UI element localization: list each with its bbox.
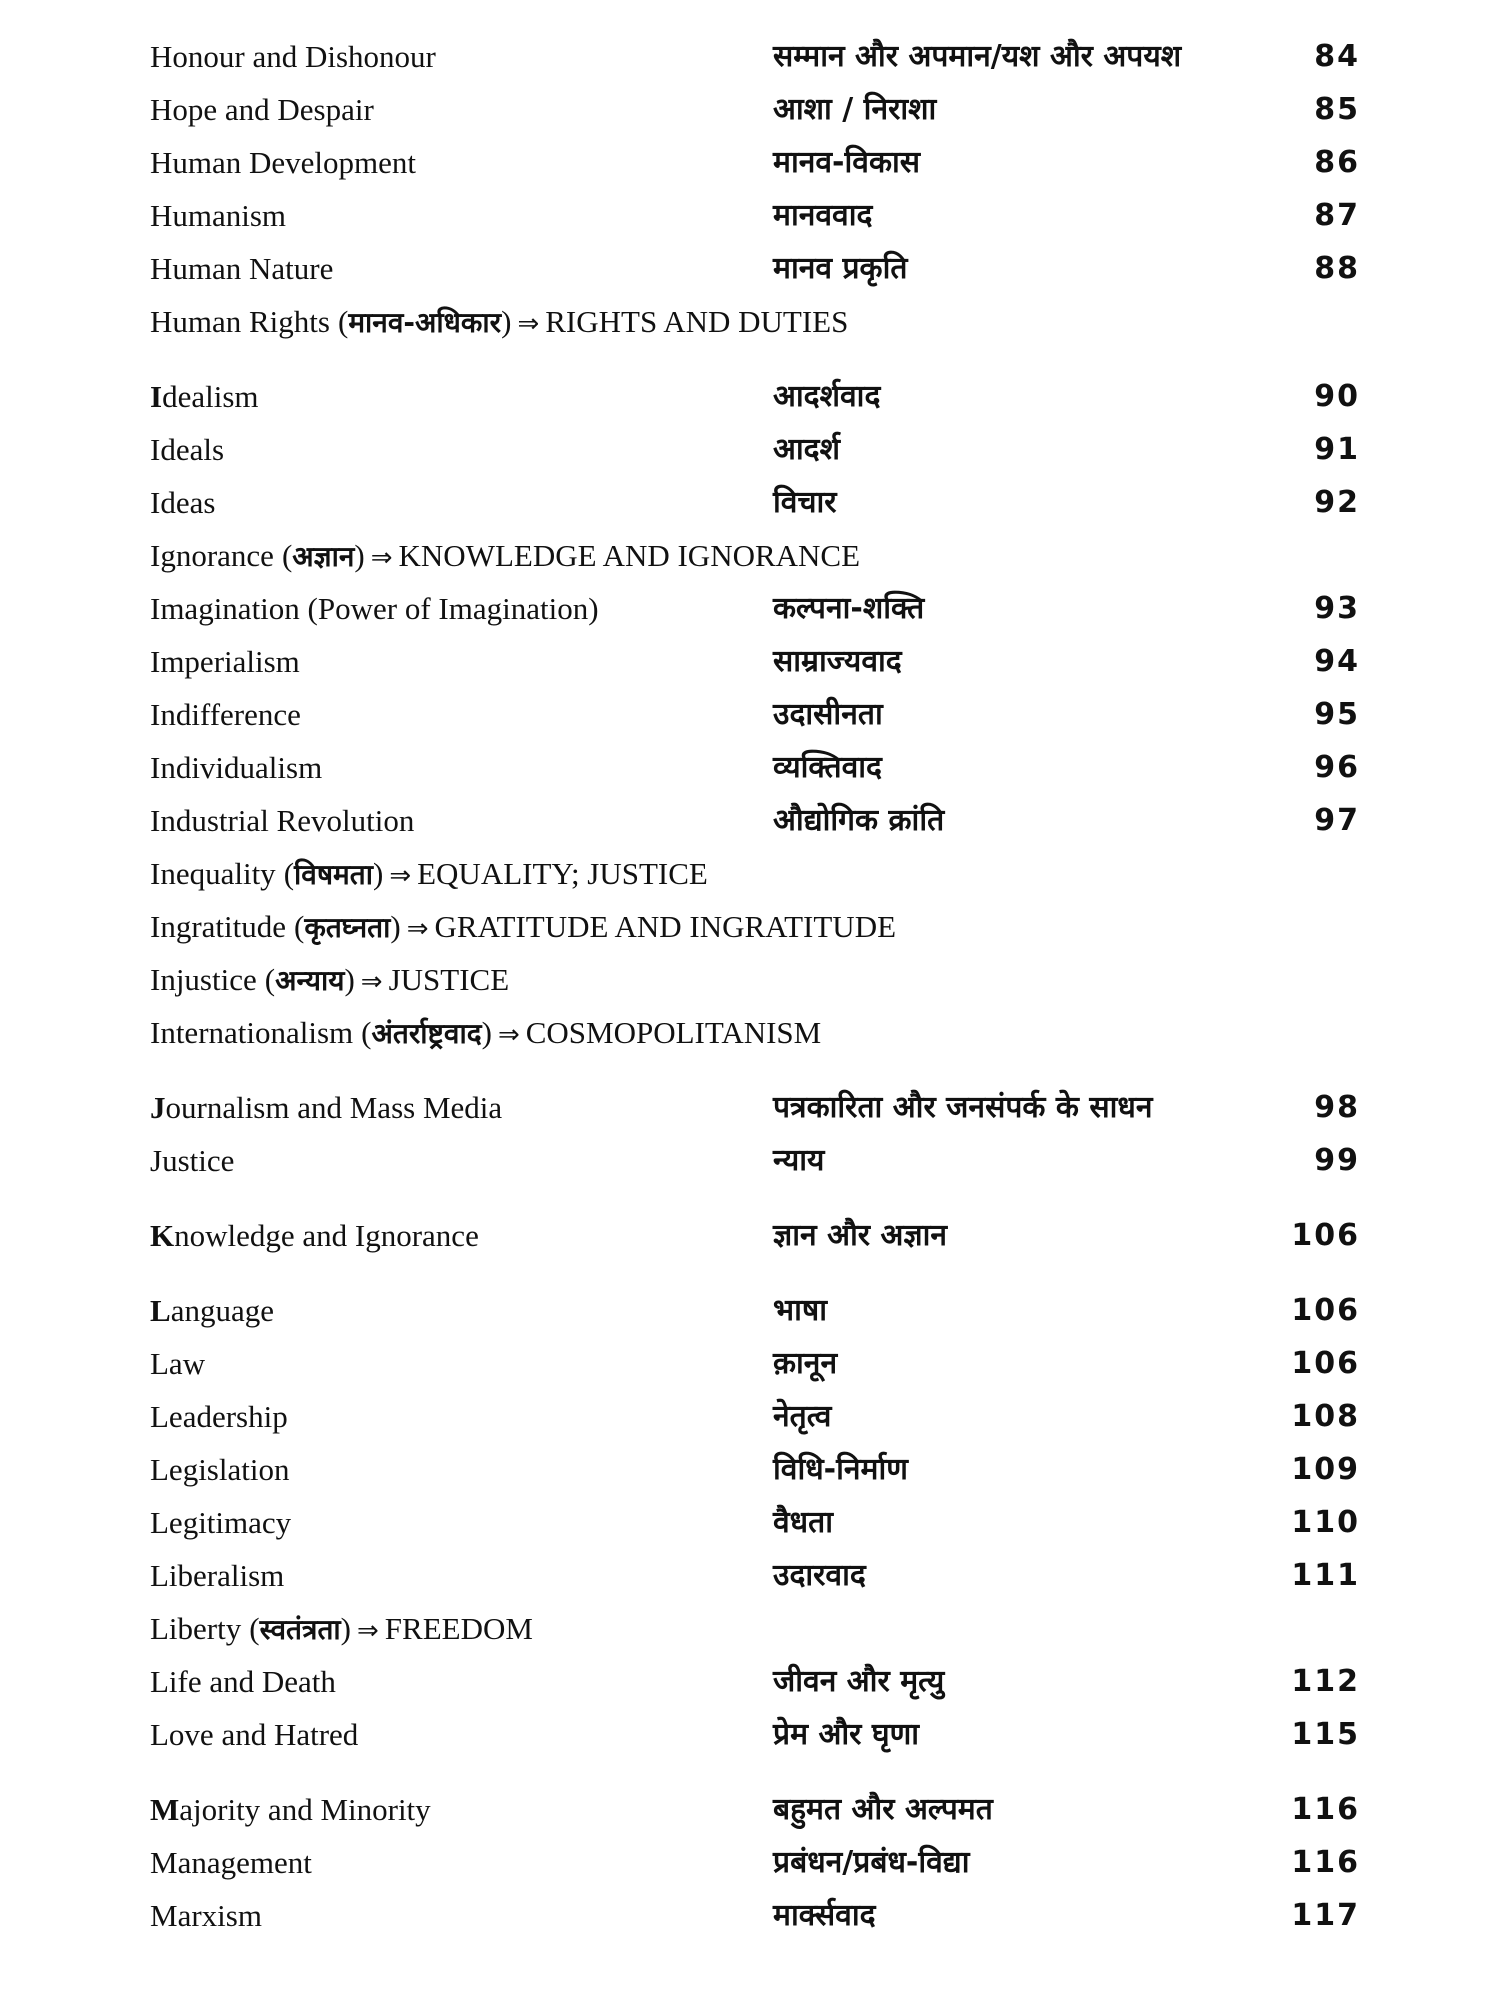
- page-number: 106: [1291, 1293, 1360, 1328]
- term-hindi: विषमता: [294, 858, 373, 891]
- cross-reference-row: [150, 529, 1360, 582]
- cross-reference: [150, 1006, 821, 1062]
- term-hindi: प्रेम और घृणा: [773, 1717, 920, 1752]
- see-arrow-icon: ⇒: [389, 861, 412, 891]
- page-number: 109: [1291, 1452, 1360, 1487]
- page-number: 99: [1314, 1143, 1360, 1178]
- term-english: Individualism: [150, 750, 323, 785]
- close-paren: ): [501, 304, 512, 339]
- see-arrow-icon: ⇒: [370, 543, 393, 573]
- page-number: 115: [1291, 1717, 1360, 1752]
- close-paren: ): [390, 909, 401, 944]
- see-arrow-icon: ⇒: [357, 1616, 379, 1646]
- index-entry: [150, 1496, 1360, 1549]
- term-english: Internationalism: [150, 1015, 354, 1050]
- term-hindi: मानव प्रकृति: [773, 251, 908, 286]
- page-number: 84: [1314, 39, 1360, 74]
- cross-reference: [150, 847, 708, 903]
- term-english: Leadership: [150, 1399, 288, 1434]
- cross-reference-row: [150, 295, 1360, 348]
- term-hindi: विधि-निर्माण: [773, 1452, 908, 1487]
- index-entry: [150, 741, 1360, 794]
- term-english: Ingratitude: [150, 909, 287, 944]
- term-english: Legislation: [150, 1452, 290, 1487]
- term-hindi: आशा / निराशा: [773, 92, 937, 127]
- index-entry: [150, 1284, 1360, 1337]
- term-hindi: सम्मान और अपमान/यश और अपयश: [773, 39, 1182, 74]
- term-english: Law: [150, 1346, 206, 1381]
- cross-reference-row: [150, 847, 1360, 900]
- term-hindi: अन्याय: [275, 964, 345, 997]
- page-number: 92: [1314, 485, 1360, 520]
- term-hindi: प्रबंधन/प्रबंध-विद्या: [773, 1845, 970, 1880]
- index-entry: [150, 1655, 1360, 1708]
- index-entry: [150, 635, 1360, 688]
- cross-reference: [150, 953, 509, 1009]
- cross-reference: [150, 295, 848, 351]
- term-hindi: कल्पना-शक्ति: [773, 591, 925, 626]
- page-number: 116: [1291, 1845, 1360, 1880]
- open-paren: (: [361, 1015, 372, 1050]
- page-number: 96: [1314, 750, 1360, 785]
- page-number: 106: [1291, 1346, 1360, 1381]
- open-paren: (: [337, 304, 349, 339]
- see-arrow-icon: ⇒: [497, 1020, 520, 1050]
- index-entry: [150, 476, 1360, 529]
- index-entry: [150, 1134, 1360, 1187]
- term-english: Management: [150, 1845, 312, 1880]
- cross-reference-row: [150, 1602, 1360, 1655]
- page-number: 86: [1314, 145, 1360, 180]
- term-english: Industrial Revolution: [150, 803, 415, 838]
- see-arrow-icon: ⇒: [517, 309, 540, 339]
- index-entry: [150, 794, 1360, 847]
- close-paren: ): [354, 538, 365, 573]
- term-hindi: आदर्शवाद: [773, 379, 881, 414]
- page-number: 116: [1291, 1792, 1360, 1827]
- index-entry: [150, 1209, 1360, 1262]
- open-paren: (: [283, 856, 295, 891]
- reference-target: FREEDOM: [384, 1611, 533, 1646]
- term-hindi: ज्ञान और अज्ञान: [773, 1218, 948, 1253]
- index-entry: [150, 30, 1360, 83]
- cross-reference-row: [150, 953, 1360, 1006]
- page-number: 85: [1314, 92, 1360, 127]
- term-english: Love and Hatred: [150, 1717, 359, 1752]
- index-entry: [150, 370, 1360, 423]
- cross-reference: [150, 1602, 533, 1658]
- index-entry: [150, 1708, 1360, 1761]
- index-entry: [150, 189, 1360, 242]
- close-paren: ): [340, 1611, 351, 1646]
- reference-target: RIGHTS AND DUTIES: [545, 304, 849, 339]
- term-english: Imperialism: [150, 644, 300, 679]
- term-english: Liberty: [150, 1611, 242, 1646]
- index-entry: [150, 83, 1360, 136]
- term-english: Indifference: [150, 697, 301, 732]
- term-hindi: मार्क्सवाद: [773, 1898, 876, 1933]
- term-english: Knowledge and Ignorance: [150, 1218, 479, 1253]
- term-english: Injustice: [150, 962, 257, 997]
- page-number: 111: [1291, 1558, 1360, 1593]
- term-english: Imagination (Power of Imagination): [150, 591, 599, 626]
- cross-reference-row: [150, 900, 1360, 953]
- page-number: 117: [1291, 1898, 1360, 1933]
- open-paren: (: [249, 1611, 260, 1646]
- term-english: Ideas: [150, 485, 216, 520]
- term-english: Idealism: [150, 379, 259, 414]
- page-number: 95: [1314, 697, 1360, 732]
- term-hindi: उदारवाद: [773, 1558, 866, 1593]
- term-hindi: मानववाद: [773, 198, 873, 233]
- term-english: Ideals: [150, 432, 225, 467]
- close-paren: ): [372, 856, 384, 891]
- term-english: Humanism: [150, 198, 287, 233]
- term-english: Journalism and Mass Media: [150, 1090, 503, 1125]
- open-paren: (: [294, 909, 305, 944]
- term-hindi: भाषा: [773, 1293, 827, 1328]
- index-entry: [150, 242, 1360, 295]
- open-paren: (: [281, 538, 293, 573]
- term-hindi: साम्राज्यवाद: [773, 644, 902, 679]
- close-paren: ): [344, 962, 355, 997]
- term-hindi: नेतृत्व: [773, 1399, 832, 1434]
- reference-target: JUSTICE: [388, 962, 510, 997]
- page-number: 87: [1314, 198, 1360, 233]
- index-entry: [150, 1783, 1360, 1836]
- page-number: 88: [1314, 251, 1360, 286]
- term-hindi: विचार: [773, 485, 837, 520]
- term-hindi: पत्रकारिता और जनसंपर्क के साधन: [773, 1090, 1153, 1125]
- index-page: [150, 30, 1360, 1942]
- term-hindi: मानव-अधिकार: [348, 306, 502, 339]
- index-entry: [150, 423, 1360, 476]
- index-entry: [150, 1836, 1360, 1889]
- index-entry: [150, 688, 1360, 741]
- reference-target: KNOWLEDGE AND IGNORANCE: [398, 538, 861, 573]
- index-entry: [150, 136, 1360, 189]
- index-entry: [150, 1081, 1360, 1134]
- cross-reference: [150, 529, 860, 585]
- reference-target: GRATITUDE AND INGRATITUDE: [434, 909, 897, 944]
- term-hindi: जीवन और मृत्यु: [773, 1664, 945, 1699]
- close-paren: ): [481, 1015, 492, 1050]
- term-english: Human Rights: [150, 304, 330, 339]
- open-paren: (: [264, 962, 276, 997]
- term-hindi: वैधता: [773, 1505, 833, 1540]
- index-entry: [150, 1889, 1360, 1942]
- term-english: Liberalism: [150, 1558, 285, 1593]
- page-number: 90: [1314, 379, 1360, 414]
- see-arrow-icon: ⇒: [360, 967, 383, 997]
- page-number: 106: [1291, 1218, 1360, 1253]
- see-arrow-icon: ⇒: [406, 914, 429, 944]
- term-english: Honour and Dishonour: [150, 39, 436, 74]
- index-entry: [150, 582, 1360, 635]
- term-english: Human Nature: [150, 251, 334, 286]
- term-english: Legitimacy: [150, 1505, 292, 1540]
- page-number: 91: [1314, 432, 1360, 467]
- term-english: Ignorance: [150, 538, 274, 573]
- term-english: Marxism: [150, 1898, 262, 1933]
- term-hindi: अंतर्राष्ट्रवाद: [371, 1017, 482, 1050]
- index-entry: [150, 1390, 1360, 1443]
- term-english: Language: [150, 1293, 274, 1328]
- page-number: 98: [1314, 1090, 1360, 1125]
- term-hindi: मानव-विकास: [773, 145, 921, 180]
- page-number: 110: [1291, 1505, 1360, 1540]
- cross-reference: [150, 900, 896, 956]
- index-entry: [150, 1443, 1360, 1496]
- term-english: Hope and Despair: [150, 92, 374, 127]
- term-hindi: क़ानून: [773, 1346, 838, 1381]
- term-hindi: अज्ञान: [292, 540, 355, 573]
- term-hindi: कृतघ्नता: [304, 911, 391, 944]
- cross-reference-row: [150, 1006, 1360, 1059]
- reference-target: COSMOPOLITANISM: [525, 1015, 822, 1050]
- page-number: 93: [1314, 591, 1360, 626]
- term-english: Justice: [150, 1143, 235, 1178]
- term-hindi: स्वतंत्रता: [259, 1613, 341, 1646]
- page-number: 97: [1314, 803, 1360, 838]
- term-hindi: उदासीनता: [773, 697, 883, 732]
- page-number: 112: [1291, 1664, 1360, 1699]
- page-number: 94: [1314, 644, 1360, 679]
- index-entry: [150, 1549, 1360, 1602]
- page-number: 108: [1291, 1399, 1360, 1434]
- term-hindi: आदर्श: [773, 432, 840, 467]
- term-hindi: औद्योगिक क्रांति: [773, 803, 945, 838]
- term-hindi: न्याय: [773, 1143, 825, 1178]
- term-hindi: व्यक्तिवाद: [773, 750, 882, 785]
- index-entry: [150, 1337, 1360, 1390]
- reference-target: EQUALITY; JUSTICE: [417, 856, 708, 891]
- term-english: Inequality: [150, 856, 276, 891]
- term-english: Human Development: [150, 145, 417, 180]
- term-english: Majority and Minority: [150, 1792, 431, 1827]
- term-hindi: बहुमत और अल्पमत: [773, 1792, 993, 1827]
- term-english: Life and Death: [150, 1664, 336, 1699]
